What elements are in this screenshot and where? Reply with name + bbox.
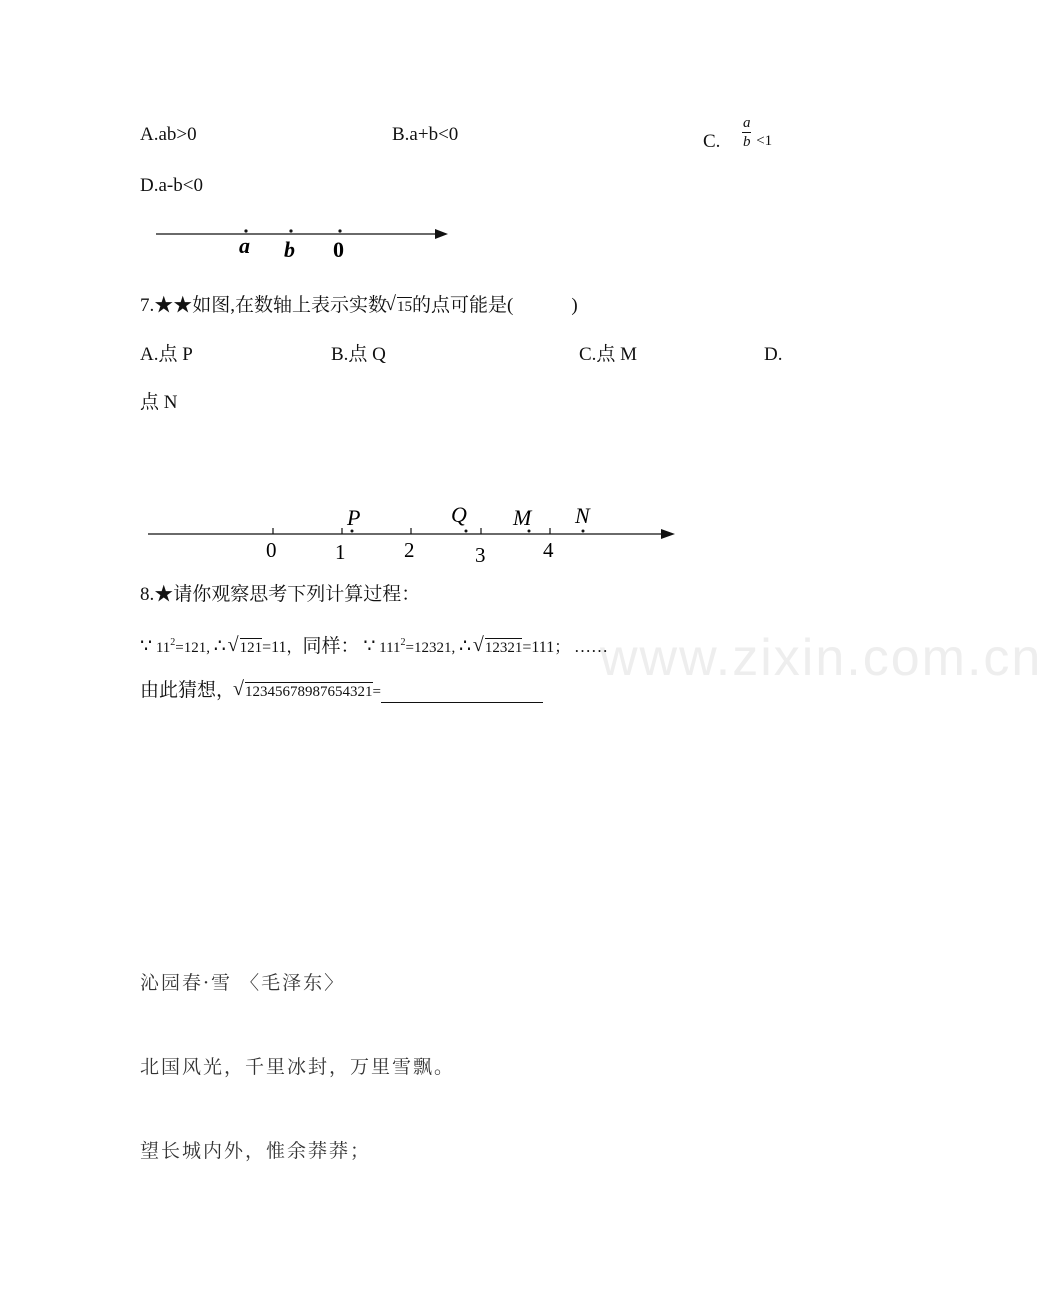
q7-tick-label-2: 2 [404,538,415,562]
q8-equation-2: =12321, [405,640,456,656]
because-symbol: ∵ [363,636,376,657]
q6-label-0: 0 [333,237,344,262]
q7-option-a: A.点 P [140,344,193,365]
q8-equation-1: =121, [175,640,211,656]
q7-axis-arrow [661,529,675,539]
poem-line-2: 望长城内外，惟余莽莽； [140,1140,372,1162]
q8-answer-blank[interactable] [381,684,543,703]
q6-label-b: b [284,237,295,262]
q6-axis-arrow [435,229,448,239]
q8-exponent-2: 2 [400,637,406,648]
q7-point-n [582,530,585,533]
q8-radicand-1: 121 [239,640,263,656]
q6-point-b [289,229,292,232]
poem-line-1: 北国风光，千里冰封，万里雪飘。 [140,1056,456,1078]
q7-option-d-continued: 点 N [140,392,178,413]
q8-stem: 8.★请你观察思考下列计算过程： [140,584,421,605]
q7-point-q [465,530,468,533]
q6-option-c [703,115,773,161]
q8-base-2: 111 [379,640,401,656]
q8-radicand-3: 12345678987654321 [245,684,373,700]
q8-result-1: =11， [262,639,303,656]
q8-guess-prefix: 由此猜想， [140,680,236,701]
q7-option-c: C.点 M [579,344,638,365]
q6-option-c-fraction [742,114,752,151]
q8-exponent-1: 2 [170,637,176,648]
q7-tick-label-0: 0 [266,538,277,562]
q8-same-text: 同样： [302,636,360,657]
q7-point-label-m: M [513,505,532,530]
q6-point-0 [338,229,341,232]
q8-computation-line [140,632,608,659]
q8-guess-equals: = [372,684,381,700]
q7-tick-label-1: 1 [335,540,346,564]
therefore-symbol: ∴ [459,636,472,657]
q7-stem [140,295,578,318]
q7-stem-prefix: 7.★★如图,在数轴上表示实数 [140,295,388,316]
q7-point-label-q: Q [451,502,467,527]
because-symbol: ∵ [140,636,153,657]
q6-option-c-prefix: C. [703,130,721,152]
watermark: www.zixin.com.cn [600,629,1042,687]
therefore-symbol: ∴ [213,636,226,657]
q6-label-a: a [239,233,250,258]
q7-number-line [140,498,685,570]
q7-sqrt [387,296,412,318]
q7-radicand: 15 [397,299,413,315]
poem-title: 沁园春·雪 〈毛泽东〉 [140,972,346,994]
q6-option-a: A.ab>0 [140,124,197,145]
q7-stem-suffix: 的点可能是( [412,295,514,316]
q7-tick-label-4: 4 [543,538,554,562]
q8-result-2: =111； [522,639,571,656]
q6-number-line [150,222,460,264]
q6-fraction-numerator: a [742,115,751,131]
q8-guess-line [140,680,543,703]
q6-option-c-suffix: <1 [756,132,773,149]
q8-sqrt-2 [475,637,523,659]
q7-point-label-n: N [575,503,590,528]
q7-option-b: B.点 Q [331,344,386,365]
q6-option-b: B.a+b<0 [392,124,459,145]
q8-ellipsis: …… [573,637,608,656]
q8-sqrt-3 [235,681,373,703]
q7-tick-label-3: 3 [475,543,486,567]
q7-stem-close: ) [571,295,578,316]
q8-base-1: 11 [155,640,171,656]
q7-option-d: D. [764,344,783,365]
q6-fraction-denominator: b [742,134,751,150]
q6-option-d: D.a-b<0 [140,175,203,196]
q8-radicand-2: 12321 [484,640,523,656]
q8-sqrt-1 [230,637,263,659]
q7-point-label-p: P [347,505,361,530]
